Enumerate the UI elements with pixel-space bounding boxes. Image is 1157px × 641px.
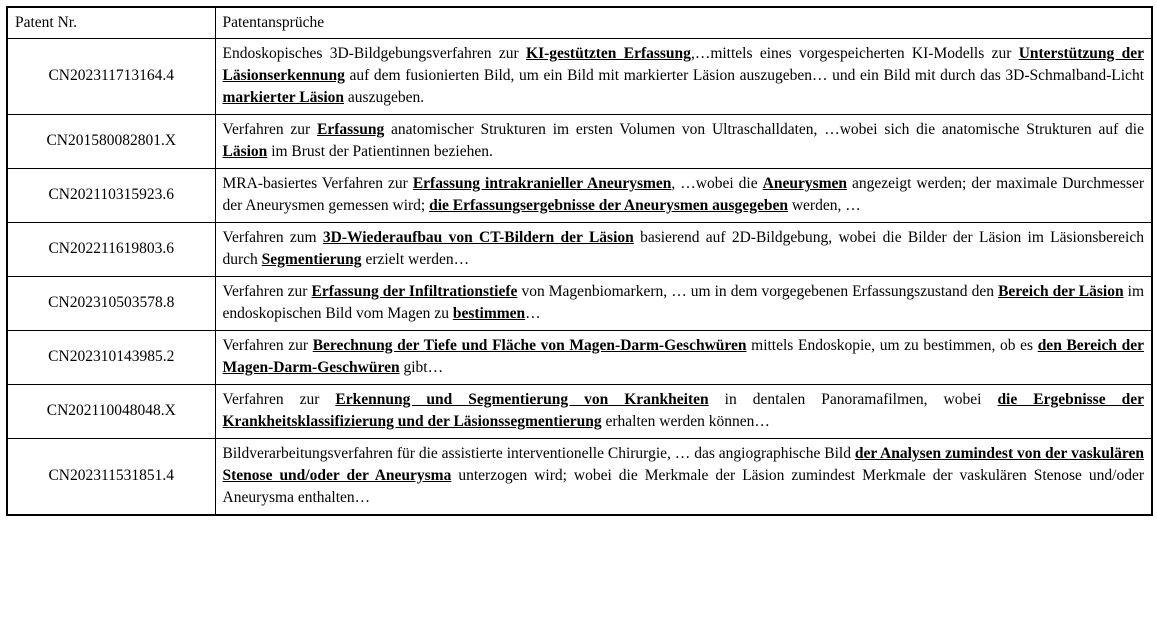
- column-header-patent-nr: Patent Nr.: [7, 7, 215, 39]
- patent-claim-cell: Verfahren zur Erfassung der Infiltrationstiefe von Magenbiomarkern, … um in dem vorgegebenen Erfassungszustand den Bereich der Läsion im endoskopischen Bild vom Magen zu bestimmen…: [215, 277, 1152, 331]
- table-header: [7, 7, 1152, 39]
- patent-number-cell: CN202310143985.2: [7, 331, 215, 385]
- patent-claim-cell: MRA-basiertes Verfahren zur Erfassung intrakranieller Aneurysmen, …wobei die Aneurysmen angezeigt werden; der maximale Durchmesser der Aneurysmen gemessen wird; die Erfassungsergebnisse der Aneurysmen ausgegeben werden, …: [215, 169, 1152, 223]
- patent-number-cell: CN202311713164.4: [7, 39, 215, 115]
- patent-claim-cell: Verfahren zum 3D-Wiederaufbau von CT-Bildern der Läsion basierend auf 2D-Bildgebung, wobei die Bilder der Läsion im Läsionsbereich durch Segmentierung erzielt werden…: [215, 223, 1152, 277]
- table-row: [7, 331, 1152, 385]
- patent-claim-cell: Verfahren zur Erfassung anatomischer Strukturen im ersten Volumen von Ultraschalldaten, …wobei sich die anatomische Strukturen auf die Läsion im Brust der Patientinnen beziehen.: [215, 115, 1152, 169]
- patent-number-cell: CN202310503578.8: [7, 277, 215, 331]
- patent-number-cell: CN201580082801.X: [7, 115, 215, 169]
- patent-number-cell: CN202110315923.6: [7, 169, 215, 223]
- table-row: [7, 115, 1152, 169]
- patent-number-cell: CN202211619803.6: [7, 223, 215, 277]
- table-row: [7, 277, 1152, 331]
- patent-claims-table: [6, 6, 1153, 516]
- patent-number-cell: CN202311531851.4: [7, 439, 215, 516]
- table-row: [7, 385, 1152, 439]
- table-body: [7, 39, 1152, 516]
- table-header-row: [7, 7, 1152, 39]
- patent-claim-cell: Endoskopisches 3D-Bildgebungsverfahren zur KI-gestützten Erfassung,…mittels eines vorgespeicherten KI-Modells zur Unterstützung der Läsionserkennung auf dem fusionierten Bild, um ein Bild mit markierter Läsion auszugeben… und ein Bild mit durch das 3D-Schmalband-Licht markierter Läsion auszugeben.: [215, 39, 1152, 115]
- patent-claim-cell: Bildverarbeitungsverfahren für die assistierte interventionelle Chirurgie, … das angiographische Bild der Analysen zumindest von der vaskulären Stenose und/oder der Aneurysma unterzogen wird; wobei die Merkmale der Läsion zumindest Merkmale der vaskulären Stenose und/oder Aneurysma enthalten…: [215, 439, 1152, 516]
- patent-number-cell: CN202110048048.X: [7, 385, 215, 439]
- patent-claim-cell: Verfahren zur Erkennung und Segmentierung von Krankheiten in dentalen Panoramafilmen, wobei die Ergebnisse der Krankheitsklassifizierung und der Läsionssegmentierung erhalten werden können…: [215, 385, 1152, 439]
- table-row: [7, 223, 1152, 277]
- table-row: [7, 169, 1152, 223]
- table-row: [7, 39, 1152, 115]
- column-header-claims: Patentansprüche: [215, 7, 1152, 39]
- patent-claim-cell: Verfahren zur Berechnung der Tiefe und Fläche von Magen-Darm-Geschwüren mittels Endoskopie, um zu bestimmen, ob es den Bereich der Magen-Darm-Geschwüren gibt…: [215, 331, 1152, 385]
- table-row: [7, 439, 1152, 516]
